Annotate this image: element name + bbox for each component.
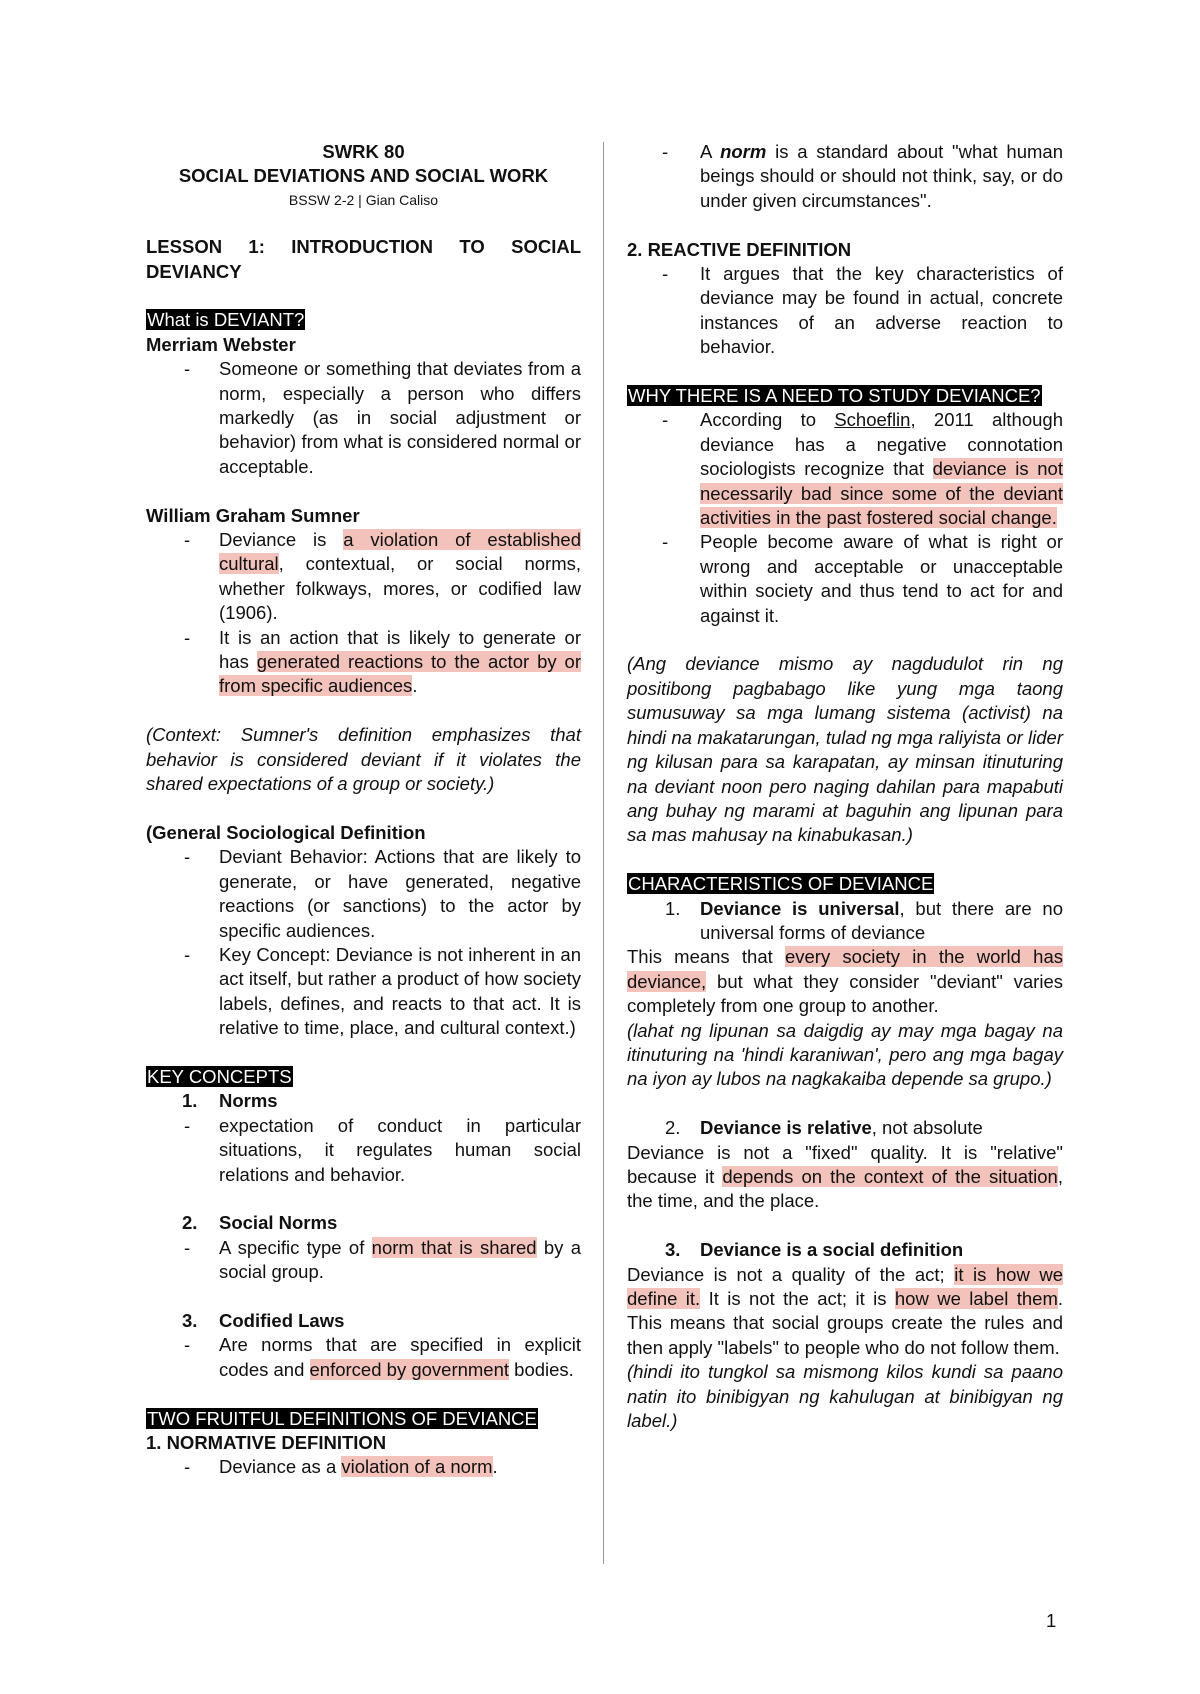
characteristic-paragraph: Deviance is not a quality of the act; it is how we define it. It is not the act; it is how we label them. This means that social groups create the rules and then apply "labels" to people who do not follow them.	[627, 1263, 1064, 1358]
characteristics-section	[627, 872, 1063, 1433]
column-divider	[603, 142, 604, 1564]
key-concepts-section	[146, 1065, 581, 1382]
highlight: it is how we define it.	[627, 1263, 1063, 1309]
characteristic-paragraph: This means that every society in the world has deviance, but what they consider "deviant" varies completely from one group to another.	[627, 946, 1063, 1017]
highlight: every society in the world has deviance,	[627, 946, 1063, 992]
document-subtitle: BSSW 2-2 | Gian Caliso	[288, 191, 439, 208]
highlight: a violation of established cultural	[219, 529, 581, 575]
concept-title: 3. Codified Laws	[182, 1309, 345, 1331]
sumner-bullet-2: - It is an action that is likely to generate or has generated reactions to the actor by or from specific audiences.	[184, 626, 581, 697]
citation-link[interactable]: Schoeflin	[834, 409, 911, 431]
why-bullet-1: - According to Schoeflin, 2011 although deviance has a negative connotation sociologists recognize that deviance is not necessarily bad since some of the deviant activities in the past fostered social change.	[662, 409, 1063, 529]
concept-title: 2. Social Norms	[182, 1212, 338, 1234]
concept-bullet: - expectation of conduct in particular situations, it regulates human social relations and behavior.	[184, 1114, 581, 1185]
tagalog-note: (lahat ng lipunan sa daigdig ay may mga bagay na itinuturing na 'hindi karaniwan', pero ang mga bagay na iyon ay lubos na nagkakaiba depende sa grupo.)	[627, 1019, 1063, 1090]
general-section	[146, 821, 581, 1041]
deviant-heading: What is DEVIANT?	[147, 309, 305, 331]
why-bullet-2: - People become aware of what is right or wrong and acceptable or unacceptable within society and thus tend to act for and against it.	[662, 531, 1063, 626]
left-column	[146, 140, 581, 1480]
two-definitions-section	[146, 1407, 581, 1480]
highlight: generated reactions to the actor by or from specific audiences	[219, 651, 581, 697]
norm-bullet: - A norm is a standard about "what human beings should or should not think, say, or do under given circumstances".	[662, 141, 1063, 211]
concept-bullet: - Are norms that are specified in explicit codes and enforced by government bodies.	[184, 1334, 581, 1380]
webster-bullet: - Someone or something that deviates from a norm, especially a person who differs markedly (as in social adjustment or behavior) from what is considered normal or acceptable.	[184, 358, 581, 477]
document-title: SOCIAL DEVIATIONS AND SOCIAL WORK	[178, 165, 549, 187]
normative-bullet: - Deviance as a violation of a norm.	[184, 1456, 498, 1478]
page-number: 1	[1046, 1610, 1057, 1631]
highlight: violation of a norm	[341, 1456, 493, 1478]
concept-title: 1. Norms	[182, 1090, 278, 1112]
tagalog-note: (Ang deviance mismo ay nagdudulot rin ng positibong pagbabago like yung mga taong sumusuway sa mga lumang sistema (activist) na hindi na makatarungan, tulad ng mga raliyista or lider ng kilusan para sa karapatan, ay minsan itinuturing na deviant noon pero naging dahilan para mapabuti ang buhay ng marami at baguhin ang lipunan para sa mas mahusay na kinabukasan.)	[627, 653, 1063, 846]
characteristic-title: 1. Deviance is universal, but there are no universal forms of deviance	[665, 897, 1063, 943]
sumner-bullet-1: - Deviance is a violation of established cultural, contextual, or social norms, whether folkways, mores, or codified law (1906).	[184, 529, 581, 624]
right-column	[627, 140, 1063, 1433]
deviant-section	[146, 308, 581, 796]
why-study-section	[627, 384, 1063, 848]
reactive-bullet: - It argues that the key characteristics of deviance may be found in actual, concrete instances of an adverse reaction to behavior.	[662, 263, 1063, 358]
characteristics-heading: CHARACTERISTICS OF DEVIANCE	[628, 873, 934, 895]
sumner-name: William Graham Sumner	[146, 504, 360, 526]
course-code: SWRK 80	[322, 141, 405, 162]
general-bullet-1: - Deviant Behavior: Actions that are likely to generate, or have generated, negative reactions (or sanctions) to the actor by specific audiences.	[184, 846, 581, 941]
characteristic-title: 2. Deviance is relative, not absolute	[665, 1117, 983, 1139]
context-note: (Context: Sumner's definition emphasizes that behavior is considered deviant if it violates the shared expectations of a group or society.)	[146, 724, 581, 795]
highlight: depends on the context of the situation	[722, 1165, 1058, 1187]
characteristic-title: 3. Deviance is a social definition	[665, 1239, 964, 1261]
normative-title: 1. NORMATIVE DEFINITION	[146, 1431, 387, 1453]
highlight: norm that is shared	[371, 1236, 537, 1258]
concept-bullet: - A specific type of norm that is shared by a social group.	[184, 1236, 582, 1283]
general-bullet-2: - Key Concept: Deviance is not inherent in an act itself, but rather a product of how society labels, defines, and reacts to that act. It is relative to time, place, and cultural context.)	[184, 943, 581, 1039]
highlight: deviance is not necessarily bad since some of the deviant activities in the past fostered social change.	[700, 458, 1063, 529]
general-heading: (General Sociological Definition	[146, 821, 426, 843]
characteristic-paragraph: Deviance is not a "fixed" quality. It is "relative" because it depends on the context of the situation, the time, and the place.	[627, 1141, 1063, 1212]
lesson-title: LESSON 1: INTRODUCTION TO SOCIAL DEVIANCY	[146, 236, 581, 282]
why-study-heading: WHY THERE IS A NEED TO STUDY DEVIANCE?	[628, 385, 1041, 407]
highlight: enforced by government	[309, 1358, 510, 1380]
webster-name: Merriam Webster	[146, 333, 296, 355]
reactive-title: 2. REACTIVE DEFINITION	[627, 238, 852, 260]
key-concepts-heading: KEY CONCEPTS	[147, 1065, 292, 1087]
tagalog-note: (hindi ito tungkol sa mismong kilos kundi sa paano natin ito binibigyan ng kahulugan at binibigyan ng label.)	[627, 1361, 1063, 1432]
highlight: how we label them	[894, 1288, 1058, 1309]
two-definitions-heading: TWO FRUITFUL DEFINITIONS OF DEVIANCE	[147, 1407, 537, 1429]
